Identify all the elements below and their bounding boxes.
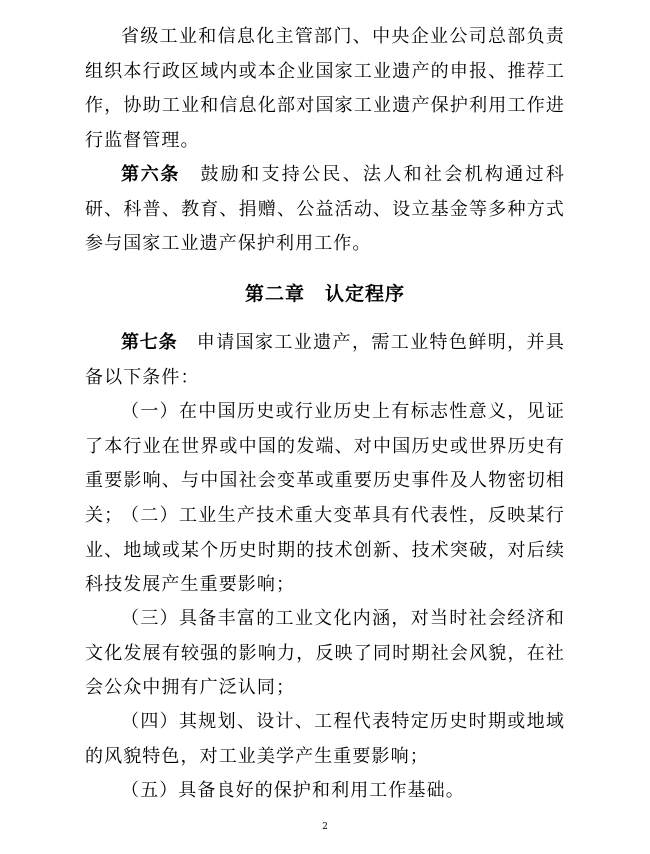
paragraph-article-7 [85,326,565,395]
paragraph-article-6 [85,158,565,262]
paragraph-text: （二）工业生产技术重大变革具有代表性，反映某行业、地域或某个历史时期的技术创新、技术突破，对后续科技发展产生重要影响； [85,505,565,595]
chapter-heading: 第二章 认定程序 [244,283,405,305]
article-label: 第七条 [121,332,178,353]
condition-item-2 [85,499,565,603]
page-number: 2 [322,822,328,832]
paragraph-text: 申请国家工业遗产，需工业特色鲜明，并具备以下条件： [85,332,566,388]
paragraph-text: （一）在中国历史或行业历史上有标志性意义，见证了本行业在世界或中国的发端、对中国历史或世界历史有重要影响、与中国社会变革或重要历史事件及人物密切相关； [85,401,565,526]
paragraph-text: （四）其规划、设计、工程代表特定历史时期或地域的风貌特色，对工业美学产生重要影响； [85,711,565,767]
condition-item-4 [85,705,565,774]
paragraph-text: 鼓励和支持公民、法人和社会机构通过科研、科普、教育、捐赠、公益活动、设立基金等多种方式参与国家工业遗产保护利用工作。 [85,164,565,254]
condition-item-3 [85,602,565,706]
article-label: 第六条 [121,164,181,185]
paragraph-text: （五）具备良好的保护和利用工作基础。 [121,780,465,801]
paragraph-duties [85,20,565,158]
paragraph-text: 省级工业和信息化主管部门、中央企业公司总部负责组织本行政区域内或本企业国家工业遗产的申报、推荐工作，协助工业和信息化部对国家工业遗产保护利用工作进行监督管理。 [85,26,565,151]
paragraph-text: （三）具备丰富的工业文化内涵，对当时社会经济和文化发展有较强的影响力，反映了同时期社会风貌，在社会公众中拥有广泛认同； [85,608,565,698]
condition-item-5 [85,774,565,809]
